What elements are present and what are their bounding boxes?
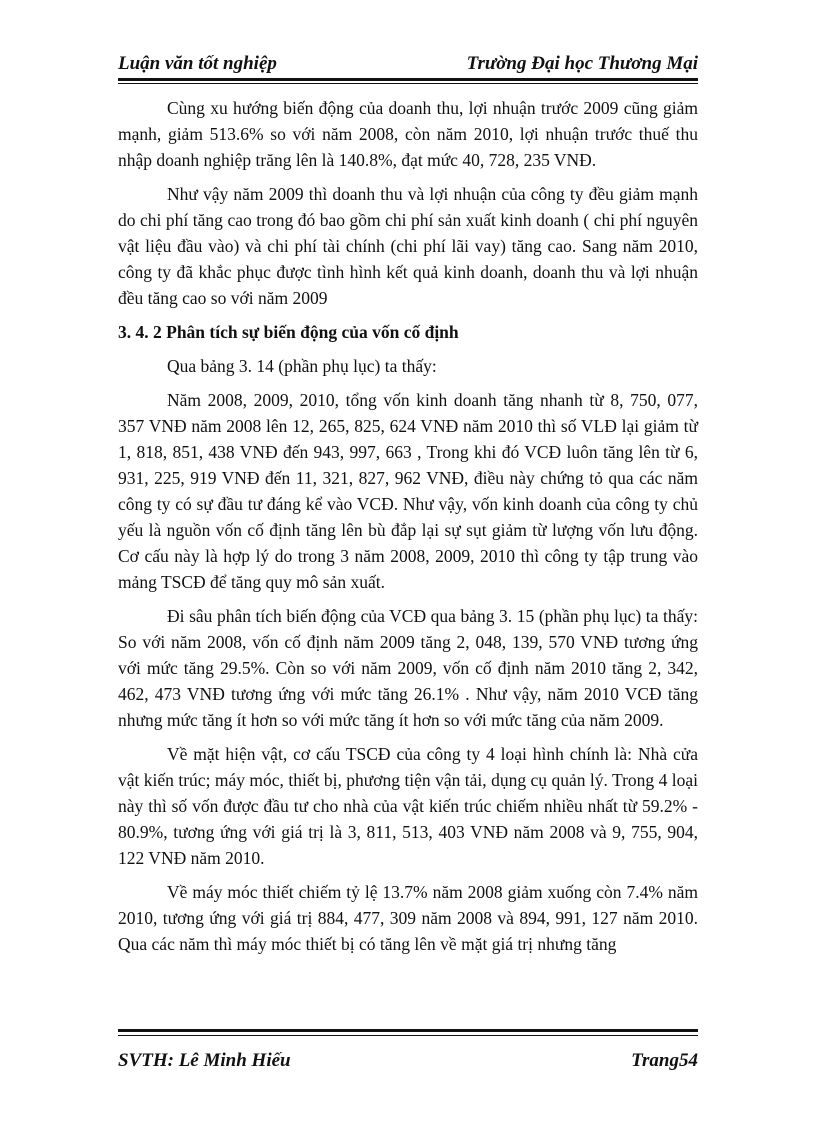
page-footer [118, 1050, 698, 1072]
paragraph-6: Về mặt hiện vật, cơ cấu TSCĐ của công ty 4 loại hình chính là: Nhà cửa vật kiến trúc; máy móc, thiết bị, phương tiện vận tải, dụng cụ quản lý. Trong 4 loại này thì số vốn được đầu tư cho nhà của vật kiến trúc chiếm nhiều nhất từ 59.2% - 80.9%, tương ứng với giá trị là 3, 811, 513, 403 VNĐ năm 2008 và 9, 755, 904, 122 VNĐ năm 2010. [118, 744, 698, 868]
footer-rule-thick [118, 1029, 698, 1032]
section-heading: 3. 4. 2 Phân tích sự biến động của vốn cố định [118, 322, 459, 342]
page-body [118, 95, 698, 965]
paragraph-5: Đi sâu phân tích biến động của VCĐ qua bảng 3. 15 (phần phụ lục) ta thấy: So với năm 2008, vốn cố định năm 2009 tăng 2, 048, 139, 570 VNĐ tương ứng với mức tăng 29.5%. Còn so với năm 2009, vốn cố định năm 2010 tăng 2, 342, 462, 473 VNĐ tương ứng với mức tăng 26.1% . Như vậy, năm 2010 VCĐ tăng nhưng mức tăng ít hơn so với mức tăng ít hơn so với mức tăng của năm 2009. [118, 606, 698, 730]
paragraph-3: Qua bảng 3. 14 (phần phụ lục) ta thấy: [167, 356, 437, 376]
header-rule-thick [118, 78, 698, 81]
header-university: Trường Đại học Thương Mại [466, 53, 698, 74]
header-thesis-title: Luận văn tốt nghiệp [118, 53, 277, 74]
paragraph-2: Như vậy năm 2009 thì doanh thu và lợi nhuận của công ty đều giảm mạnh do chi phí tăng cao trong đó bao gồm chi phí sản xuất kinh doanh ( chi phí nguyên vật liệu đầu vào) và chi phí tài chính (chi phí lãi vay) tăng cao. Sang năm 2010, công ty đã khắc phục được tình hình kết quả kinh doanh, doanh thu và lợi nhuận đều tăng cao so với năm 2009 [118, 184, 698, 308]
footer-page-number: Trang54 [631, 1050, 698, 1071]
footer-author: SVTH: Lê Minh Hiếu [118, 1050, 291, 1071]
header-rule-thin [118, 83, 698, 84]
paragraph-7: Về máy móc thiết chiếm tỷ lệ 13.7% năm 2008 giảm xuống còn 7.4% năm 2010, tương ứng với giá trị 884, 477, 309 năm 2008 và 894, 991, 127 năm 2010. Qua các năm thì máy móc thiết bị có tăng lên về mặt giá trị nhưng tăng [118, 882, 698, 954]
paragraph-1: Cùng xu hướng biến động của doanh thu, lợi nhuận trước 2009 cũng giảm mạnh, giảm 513.6% so với năm 2008, còn năm 2010, lợi nhuận trước thuế thu nhập doanh nghiệp trăng lên là 140.8%, đạt mức 40, 728, 235 VNĐ. [118, 98, 698, 170]
page-header [118, 53, 698, 75]
footer-rule-thin [118, 1035, 698, 1036]
paragraph-4: Năm 2008, 2009, 2010, tổng vốn kinh doanh tăng nhanh từ 8, 750, 077, 357 VNĐ năm 2008 lên 12, 265, 825, 624 VNĐ năm 2010 thì số VLĐ lại giảm từ 1, 818, 851, 438 VNĐ đến 943, 997, 663 , Trong khi đó VCĐ luôn tăng lên từ 6, 931, 225, 919 VNĐ đến 11, 321, 827, 962 VNĐ, điều này chứng tỏ qua các năm công ty có sự đầu tư đáng kể vào VCĐ. Như vậy, vốn kinh doanh của công ty chủ yếu là nguồn vốn cố định tăng lên bù đắp lại sự sụt giảm từ lượng vốn lưu động. Cơ cấu này là hợp lý do trong 3 năm 2008, 2009, 2010 thì công ty tập trung vào mảng TSCĐ để tăng quy mô sản xuất. [118, 390, 698, 592]
